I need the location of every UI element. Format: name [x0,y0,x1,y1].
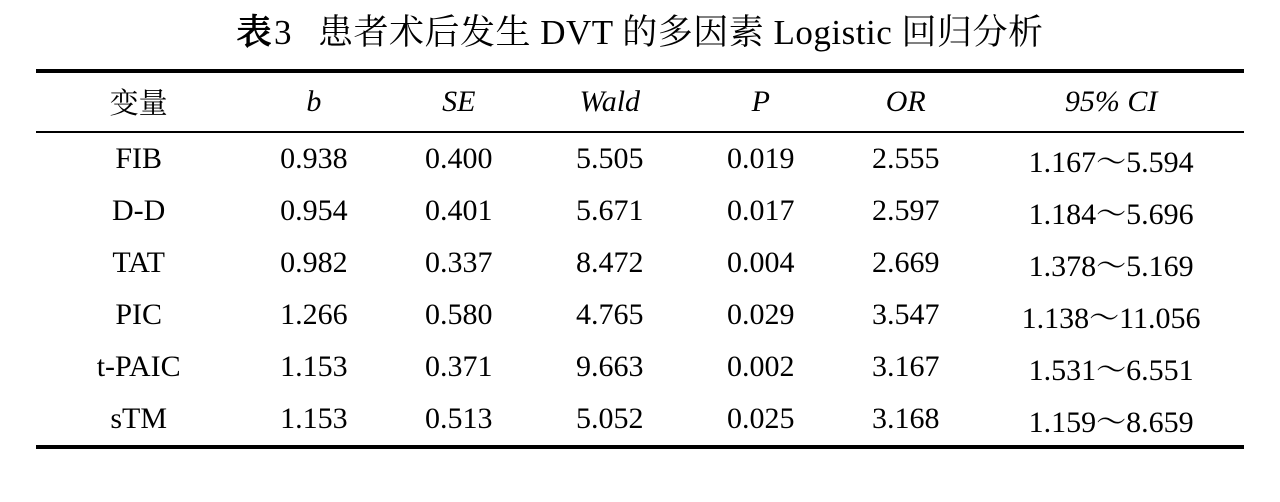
cell-b: 0.938 [280,141,348,175]
cell-or: 3.547 [871,297,940,331]
table-header [36,73,1244,131]
column-header-p: P [751,84,770,118]
caption-title: 患者术后发生 DVT 的多因素 Logistic 回归分析 [318,13,1044,52]
row-label: FIB [115,141,163,175]
table-row [36,237,1244,289]
cell-se: 0.337 [425,245,493,279]
table-row [36,185,1244,237]
cell-ci: 1.531～6.551 [1028,353,1194,387]
cell-p: 0.025 [727,401,795,435]
cell-ci: 1.159～8.659 [1028,405,1194,439]
column-header-or: OR [885,84,926,118]
cell-se: 0.400 [425,141,493,175]
row-label: sTM [110,401,168,435]
cell-or: 3.167 [871,349,940,383]
row-label: TAT [112,245,165,279]
cell-ci: 1.184～5.696 [1028,197,1194,231]
cell-p: 0.029 [727,297,795,331]
cell-b: 1.153 [280,401,348,435]
column-header-wald: Wald [579,84,641,118]
row-label: t-PAIC [96,349,181,383]
table-caption [36,0,1244,69]
cell-se: 0.580 [425,297,493,331]
column-header-variable: 变量 [109,86,168,120]
cell-wald: 9.663 [576,349,644,383]
cell-or: 2.555 [871,141,940,175]
cell-wald: 8.472 [576,245,644,279]
cell-b: 1.266 [280,297,348,331]
cell-or: 2.669 [871,245,940,279]
cell-wald: 5.505 [576,141,644,175]
results-table [36,73,1244,131]
cell-p: 0.019 [727,141,795,175]
cell-se: 0.371 [425,349,493,383]
cell-ci: 1.167～5.594 [1028,145,1194,179]
column-header-b: b [306,84,322,118]
cell-ci: 1.138～11.056 [1021,301,1201,335]
row-label: D-D [112,193,166,227]
row-label: PIC [115,297,163,331]
table-rule-bottom [36,445,1244,449]
results-table-body [36,133,1244,445]
cell-se: 0.513 [425,401,493,435]
column-header-se: SE [442,84,476,118]
column-header-ci: 95% CI [1064,84,1158,118]
cell-or: 3.168 [871,401,940,435]
cell-b: 0.954 [280,193,348,227]
cell-se: 0.401 [425,193,493,227]
caption-label: 表 [236,12,272,53]
cell-b: 0.982 [280,245,348,279]
table-row [36,289,1244,341]
cell-ci: 1.378～5.169 [1028,249,1194,283]
cell-p: 0.004 [727,245,795,279]
cell-b: 1.153 [280,349,348,383]
table-row [36,341,1244,393]
cell-or: 2.597 [871,193,940,227]
cell-p: 0.002 [727,349,795,383]
cell-p: 0.017 [727,193,795,227]
cell-wald: 5.671 [576,193,644,227]
cell-wald: 4.765 [576,297,644,331]
table-row [36,133,1244,185]
table-row [36,393,1244,445]
caption-number: 3 [274,13,292,52]
table-body [36,133,1244,445]
cell-wald: 5.052 [576,401,644,435]
table-header-row [36,73,1244,131]
